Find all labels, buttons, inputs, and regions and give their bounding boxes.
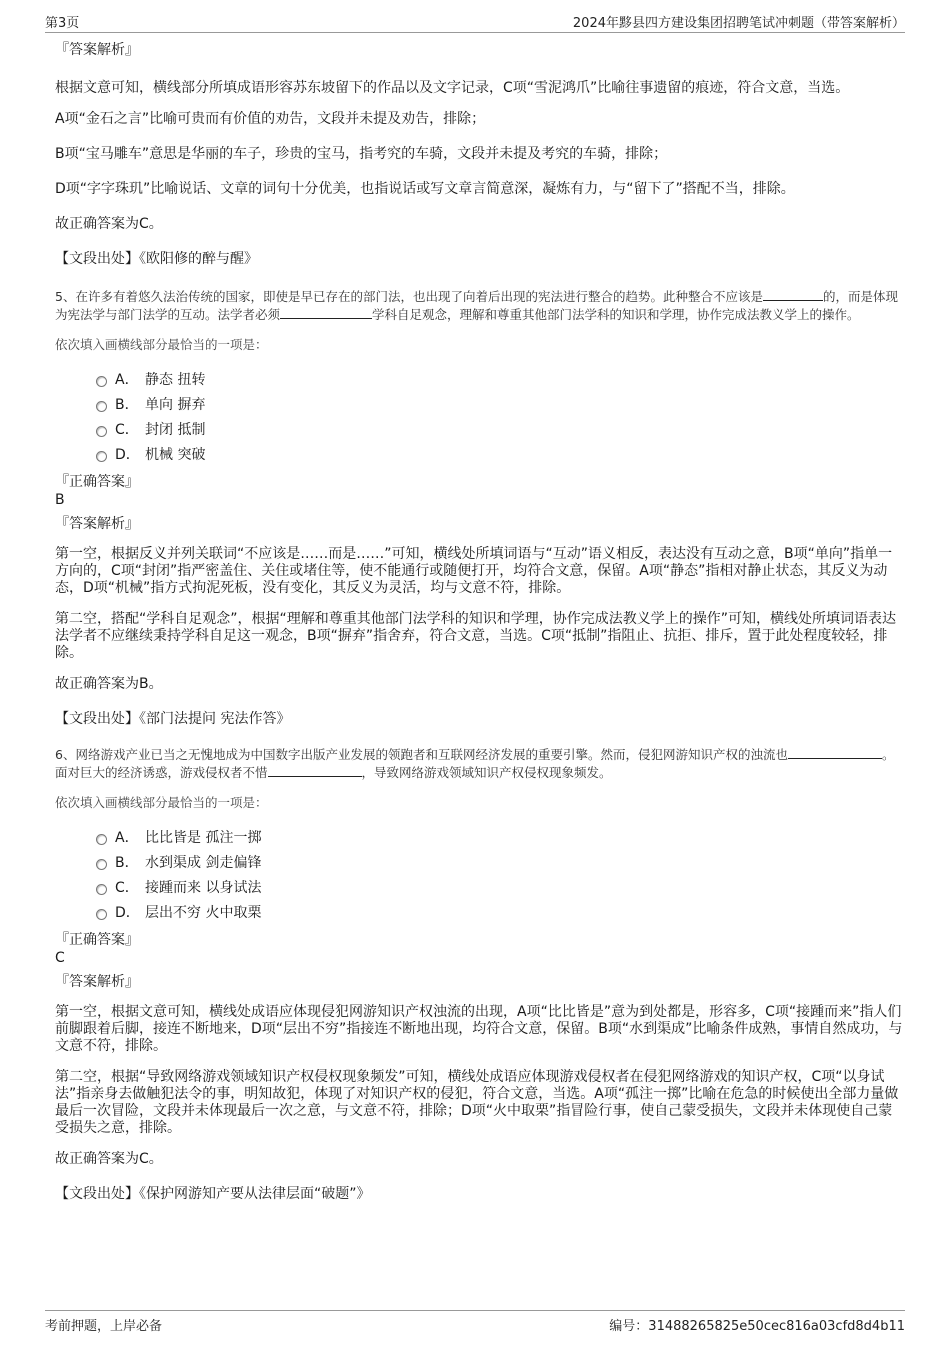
option-d[interactable]: D． 层出不穷 火中取栗	[55, 901, 905, 926]
source-citation: 【文段出处】《保护网游知产要从法律层面“破题”》	[55, 1186, 371, 1202]
option-d[interactable]: D． 机械 突破	[55, 443, 905, 468]
source-citation: 【文段出处】《部门法提问 宪法作答》	[55, 711, 291, 727]
correct-answer: B	[55, 492, 65, 508]
analysis-label: 『答案解析』	[55, 42, 139, 58]
option-list	[55, 368, 905, 468]
correct-answer-label: 『正确答案』	[55, 932, 139, 948]
option-a[interactable]: A． 静态 扭转	[55, 368, 905, 393]
radio-button[interactable]	[96, 376, 107, 387]
conclusion: 故正确答案为B。	[55, 676, 163, 692]
analysis-label: 『答案解析』	[55, 974, 139, 990]
correct-answer: C	[55, 950, 65, 966]
option-list	[55, 826, 905, 926]
question-stem: 6、网络游戏产业已当之无愧地成为中国数字出版产业发展的领跑者和互联网经济发展的重要引擎。然而，侵犯网游知识产权的浊流也 。面对巨大的经济诱惑，游戏侵权者不惜 ，导致网络游戏领域知识产权侵权现象频发。	[55, 747, 895, 780]
analysis-paragraph: B项“宝马雕车”意思是华丽的车子，珍贵的宝马，指考究的车骑，文段并未提及考究的车骑，排除；	[55, 146, 668, 162]
option-a[interactable]: A． 比比皆是 孤注一掷	[55, 826, 905, 851]
page-content	[55, 40, 905, 1203]
option-b[interactable]: B． 单向 摒弃	[55, 393, 905, 418]
option-c[interactable]: C． 接踵而来 以身试法	[55, 876, 905, 901]
source-citation: 【文段出处】《欧阳修的醉与醒》	[55, 251, 258, 267]
radio-button[interactable]	[96, 834, 107, 845]
answer-blank	[268, 764, 362, 777]
analysis-paragraph: 根据文意可知，横线部分所填成语形容苏东坡留下的作品以及文字记录，C项“雪泥鸿爪”比喻往事遗留的痕迹，符合文意，当选。	[55, 80, 850, 96]
radio-button[interactable]	[96, 451, 107, 462]
radio-button[interactable]	[96, 401, 107, 412]
question-prompt: 依次填入画横线部分最恰当的一项是：	[55, 337, 268, 352]
option-c[interactable]: C． 封闭 抵制	[55, 418, 905, 443]
page-header	[45, 10, 905, 33]
radio-button[interactable]	[96, 884, 107, 895]
analysis-paragraph: D项“字字珠玑”比喻说话、文章的词句十分优美，也指说话或写文章言简意深，凝炼有力，与“留下了”搭配不当，排除。	[55, 181, 795, 197]
analysis-paragraph: 第二空，根据“导致网络游戏领域知识产权侵权现象频发”可知，横线处成语应体现游戏侵权者在侵犯网络游戏的知识产权，C项“以身试法”指亲身去做触犯法令的事，明知故犯，体现了对知识产权的侵犯，符合文意，当选。A项“孤注一掷”比喻在危急的时候使出全部力量做最后一次冒险，文段并未体现最后一次之意，与文意不符，排除；D项“火中取栗”指冒险行事，使自己蒙受损失，文段并未体现使自己蒙受损失之意，排除。	[55, 1069, 899, 1136]
option-b[interactable]: B． 水到渠成 剑走偏锋	[55, 851, 905, 876]
radio-button[interactable]	[96, 426, 107, 437]
page-footer	[45, 1310, 905, 1335]
question-prompt: 依次填入画横线部分最恰当的一项是：	[55, 795, 268, 810]
answer-blank	[280, 306, 372, 319]
analysis-paragraph: 第二空，搭配“学科自足观念”，根据“理解和尊重其他部门法学科的知识和学理，协作完成法教义学上的操作”可知，横线处所填词语表达法学者不应继续秉持学科自足这一观念，B项“摒弃”指舍弃，符合文意，当选。C项“抵制”指阻止、抗拒、排斥，置于此处程度较轻，排除。	[55, 611, 897, 661]
radio-button[interactable]	[96, 859, 107, 870]
analysis-paragraph: 第一空，根据反义并列关联词“不应该是……而是……”可知，横线处所填词语与“互动”语义相反，表达没有互动之意，B项“单向”指单一方向的，C项“封闭”指严密盖住、关住或堵住等，使不能通行或随便打开，均符合文意，保留。A项“静态”指相对静止状态，其反义为动态，D项“机械”指方式拘泥死板，没有变化，其反义为灵活，均与文意不符，排除。	[55, 546, 893, 596]
document-title: 2024年黟县四方建设集团招聘笔试冲刺题（带答案解析）	[572, 16, 905, 31]
footer-slogan: 考前押题，上岸必备	[45, 1319, 163, 1334]
page-number: 第3页	[45, 16, 80, 31]
analysis-paragraph: 第一空，根据文意可知，横线处成语应体现侵犯网游知识产权浊流的出现，A项“比比皆是”意为到处都是，形容多，C项“接踵而来”指人们前脚跟着后脚，接连不断地来，D项“层出不穷”指接连不断地出现，均符合文意，保留。B项“水到渠成”比喻条件成熟，事情自然成功，与文意不符，排除。	[55, 1004, 903, 1054]
analysis-paragraph: A项“金石之言”比喻可贵而有价值的劝告，文段并未提及劝告，排除；	[55, 111, 486, 127]
conclusion: 故正确答案为C。	[55, 1151, 163, 1167]
question-stem: 5、在许多有着悠久法治传统的国家，即使是早已存在的部门法，也出现了向着后出现的宪法进行整合的趋势。此种整合不应该是 的，而是体现为宪法学与部门法学的互动。法学者必须 学科自足观念，理解和尊重其他部门法学科的知识和学理，协作完成法教义学上的操作。	[55, 289, 898, 322]
analysis-label: 『答案解析』	[55, 516, 139, 532]
radio-button[interactable]	[96, 909, 107, 920]
answer-blank	[763, 288, 823, 301]
answer-blank	[788, 746, 882, 759]
conclusion: 故正确答案为C。	[55, 216, 163, 232]
document-code: 编号：31488265825e50cec816a03cfd8d4b11	[609, 1319, 905, 1334]
correct-answer-label: 『正确答案』	[55, 474, 139, 490]
